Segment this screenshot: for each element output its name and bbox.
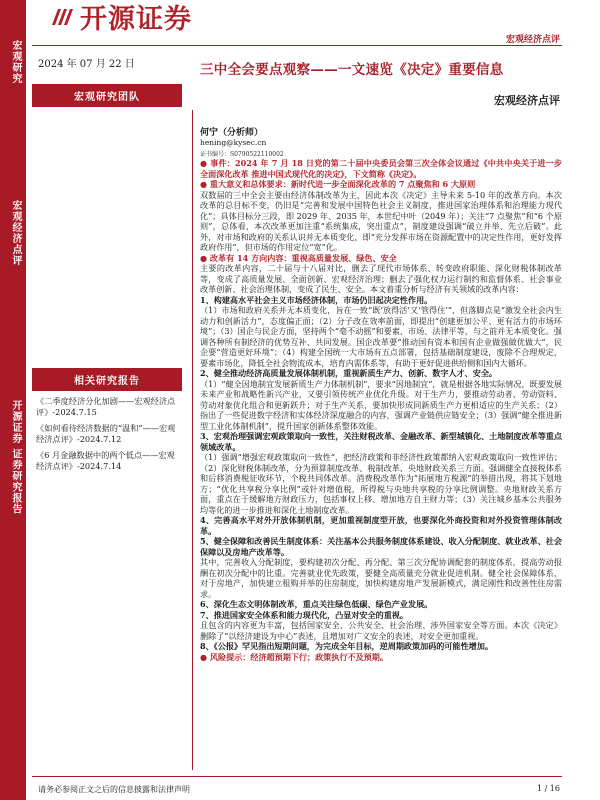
- body-paragraph: 3、宏观治理强调宏观政策取向一致性，关注财税改革、金融改革、新型城镇化、土地制度改革等重点领域改革。: [200, 431, 562, 452]
- related-report-item[interactable]: 《二季度经济分化加剧——宏观经济点评》-2024.7.15: [36, 396, 176, 417]
- body-paragraph: ● 重大意义和总体要求：新时代进一步全面深化改革的 7 点聚焦和 6 大原则: [200, 179, 476, 189]
- body-paragraph: ● 风险提示：经济超预期下行；政策执行不及预期。: [200, 651, 388, 662]
- sidebar-mid-label: 宏观经济点评: [10, 200, 21, 266]
- logo-icon: [48, 5, 74, 27]
- header-right-label: 宏观经济点评: [505, 35, 560, 45]
- body-paragraph: 双数届的三中全会主要由经济体制改革为主，因此本次《决定》主导未来 5-10 年的改革方向。本次改革的总目标不变，仍旧是“完善和发展中国特色社会主义制度，推进国家治理体系和治理能力现代化”；具体目标分三段，即 2029 年、2035 年，本世纪中叶（2049 年）；关注“7 点聚焦”和“6 个原则”，总体看，本次改革更加注重“系统集成，突出重点”，制度建设强调“破立并举、先立后破”。此外，对市场和政府的关系认识并无本质变化，即“充分发挥市场在资源配置中的决定性作用，更好发挥政府作用”，但市场的作用定位“宽”化。: [200, 189, 562, 252]
- related-reports-list: [36, 396, 182, 477]
- brand-logo: [48, 0, 192, 35]
- report-date: 2024 年 07 月 22 日: [38, 59, 135, 70]
- body-paragraph: 6、深化生态文明体制改革，重点关注绿色低碳、绿色产业发展。: [200, 599, 433, 609]
- body-paragraph: 4、完善高水平对外开放体制机制，更加重视制度型开放，也要深化外商投资和对外投资管理体制改革。: [200, 515, 562, 536]
- body-paragraph: 其中，完善收入分配制度，要构建初次分配、再分配、第三次分配协调配套的制度体系，提高劳动报酬在初次分配中的比重。完善就业优先政策，要健全高质量充分就业促进机制。健全社会保障体系，对于房地产，加快建立租购并举的住房制度，加快构建房地产发展新模式，满足刚性和改善性住房需求。: [200, 557, 562, 599]
- related-report-item[interactable]: 《6 月金融数据中的两个低点——宏观经济点评》-2024.7.14: [36, 450, 175, 471]
- body-paragraph: （1）强调“增强宏观政策取向一致性”，把经济政策和非经济性政策都纳入宏观政策取向一致性评估；（2）深化财税体制改革，分为预算制度改革、税制改革、央地财政关系三方面。强调健全直接税体系和后移消费税征收环节，个税共同体改革。消费税改革作为“拓展地方税源”的举措出现，将其下划地方；“优化共享税分享比例”或针对增值税，所得税与央地共享税的分享比例调整。央地财政关系方面，重点在于缓解地方财政压力，包括事权上移、增加地方自主财力等；（3）关注城乡基本公共服务均等化的进一步推进和深化土地制度改革。: [200, 452, 562, 515]
- author-name: 何宁（分析师）: [200, 128, 264, 138]
- page-number: 1 / 16: [536, 784, 560, 793]
- column-divider: [192, 110, 193, 770]
- author-email[interactable]: hening@kysec.cn: [200, 138, 267, 147]
- body-paragraph: 5、健全保障和改善民生制度体系：关注基本公共服务制度体系建设、收入分配制度、就业改革、社会保障以及房地产改革等。: [200, 536, 562, 557]
- sidebar-bottom-label: 开源证券 证券研究报告: [10, 400, 21, 515]
- report-subtitle: 宏观经济点评: [494, 94, 560, 107]
- header-divider: [32, 45, 562, 46]
- body-paragraph: 且包含的内容更为丰富，包括国家安全、公共安全、社会治理、涉外国家安全等方面。本次《决定》删除了“以经济建设为中心”表述，且增加对广义安全的表述，对安全更加重视。: [200, 620, 562, 641]
- body-paragraph: （1）“健全因地制宜发展新质生产力体制机制”，要求“因地制宜”，就是根据各地实际情况，既要发展未来产业和战略性新兴产业，又要引领传统产业优化升级。对于生产力，要推动劳动者、劳动资料、劳动对象优化组合和更新跃升；对于生产关系，要加快形成同新质生产力更相适应的生产关系；（2）指出了一些促进数字经济和实体经济深度融合的内容，强调产业链供应链安全；（3）强调“健全推进新型工业化体制机制”，提升国家创新体系整体效能。: [200, 378, 562, 431]
- sidebar-top-label: 宏观研究: [10, 40, 21, 84]
- related-reports-button[interactable]: 相关研究报告: [32, 368, 182, 391]
- brand-name: 开源证券: [80, 3, 192, 35]
- certificate-number: 证书编号：S0790522110002: [200, 151, 284, 158]
- body-paragraph: 7、推进国家安全体系和能力现代化，凸显对安全的重视。: [200, 609, 408, 620]
- body-paragraph: ● 改革有 14 方向内容：重视高质量发展、绿色、安全: [200, 252, 397, 263]
- related-report-item[interactable]: 《如何看待经济数据的“温和”——宏观经济点评》-2024.7.12: [36, 423, 176, 444]
- report-title: 三中全会要点观察——一文速览《决定》重要信息: [200, 62, 504, 78]
- body-paragraph: （1）市场和政府关系并无本质变化，旨在一致“既‘放得活’又‘管得住’”，但落脚点是“激发全社会内生动力和创新活力”，态度偏正面；（2）分子改在效率前面，即提出“创建更加公平、更有活力的市场环境”；（3）国企与民企方面，坚持两个“毫不动摇”和要素、市场、法律平等，与之前并无本质变化。强调各种所有制经济的优势互补、共同发展。国企改革要“推动国有资本和国有企业做强做优做大”，民企要“营造更好环境”；（4）构建全国统一大市场有五点部署，包括基础制度建设，废除不合理规定，要素市场化，降低全社会物流成本，培育内需体系等，有助于更好促进供给侧和国内大循环。: [200, 305, 562, 368]
- body-paragraph: 1、构建高水平社会主义市场经济体制，市场仍旧起决定性作用。: [200, 294, 433, 305]
- left-sideband: [0, 0, 26, 800]
- body-paragraph: 主要的改革内容，二十届与十八届对比，删去了现代市场体系、转变政府职能、深化财税体制改革等，变成了高质量发展、全面创新、宏观经济治理；删去了强化权力运行制约和监督体系、社会事业改革创新、社会治理体制，变成了民生、安全。本文着重分析与经济有关领域的改革内容：: [200, 263, 562, 294]
- body-paragraph: ● 事件：2024 年 7 月 18 日党的第二十届中央委员会第三次全体会议通过《中共中央关于进一步全面深化改革 推进中国式现代化的决定》，下文简称《决定》。: [200, 158, 562, 179]
- footer-divider: [32, 776, 562, 777]
- team-button[interactable]: 宏观研究团队: [32, 84, 182, 107]
- footer-disclaimer: 请务必参阅正文之后的信息披露和法律声明: [38, 785, 190, 794]
- report-body: [200, 158, 562, 662]
- body-paragraph: 8、《公报》罕见指出短期问题，为完成全年目标，逆周期政策加码的可能性增加。: [200, 641, 493, 651]
- body-paragraph: 2、健全推动经济高质量发展体制机制，重视新质生产力、创新、数字人才、安全。: [200, 368, 498, 378]
